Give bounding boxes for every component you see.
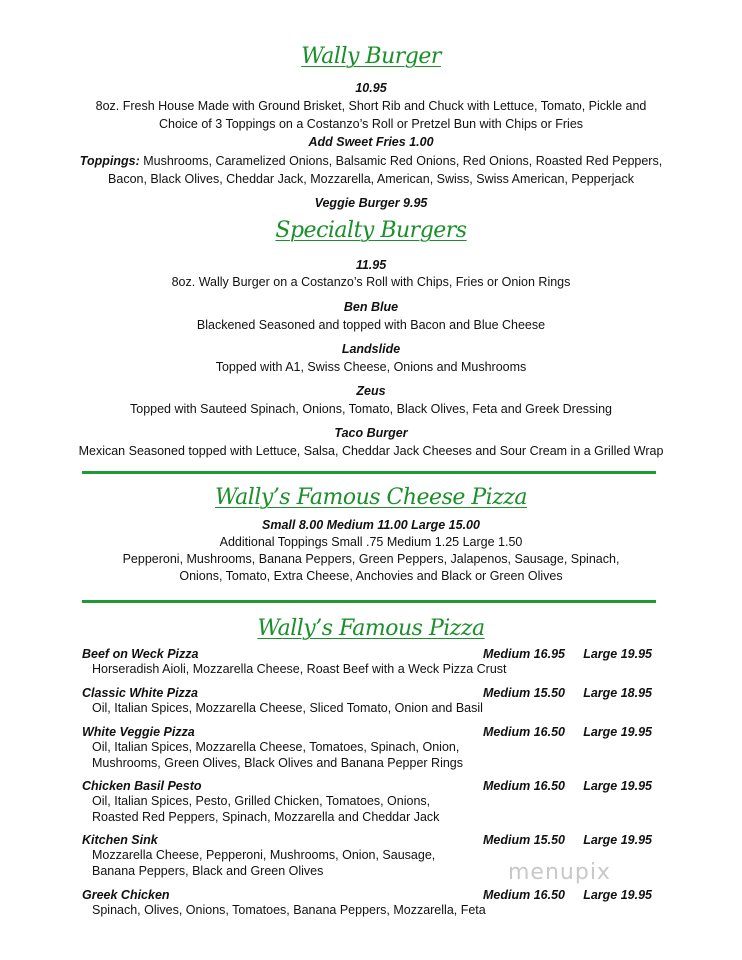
wally-burger-price: 10.95 <box>355 81 387 95</box>
pizza-name: Classic White Pizza <box>82 686 199 700</box>
pizza-large-price: Large 18.95 <box>583 686 652 700</box>
pizza-medium-price: Medium 15.50 <box>483 833 565 847</box>
specialty-desc: 8oz. Wally Burger on a Costanzo’s Roll with Chips, Fries or Onion Rings <box>171 275 571 289</box>
specialty-item-name: Taco Burger <box>334 426 408 440</box>
pizza-name: Chicken Basil Pesto <box>82 779 202 793</box>
sweet-fries-addon: Add Sweet Fries 1.00 <box>308 135 434 149</box>
pizza-item <box>82 725 662 771</box>
toppings-line-1 <box>0 152 742 170</box>
pizza-item <box>82 888 662 918</box>
pizza-large-price: Large 19.95 <box>583 833 652 847</box>
specialty-item-name: Landslide <box>341 342 401 356</box>
cheese-pizza-heading: Wally’s Famous Cheese Pizza <box>214 485 528 510</box>
cheese-pizza-toppings-1: Pepperoni, Mushrooms, Banana Peppers, Green Peppers, Jalapenos, Sausage, Spinach, <box>122 552 620 566</box>
toppings-text-1: Mushrooms, Caramelized Onions, Balsamic Red Onions, Red Onions, Roasted Red Peppers, <box>139 154 663 168</box>
pizza-name: Beef on Weck Pizza <box>82 647 199 661</box>
pizza-item <box>82 779 662 825</box>
specialty-item-name: Zeus <box>356 384 386 398</box>
pizza-desc: Banana Peppers, Black and Green Olives <box>92 864 324 878</box>
section-divider <box>82 600 656 603</box>
pizza-name: Greek Chicken <box>82 888 170 902</box>
specialty-item-desc: Mexican Seasoned topped with Lettuce, Salsa, Cheddar Jack Cheeses and Sour Cream in a Grilled Wrap <box>78 444 664 458</box>
wally-burger-heading: Wally Burger <box>301 44 441 69</box>
pizza-medium-price: Medium 16.50 <box>483 779 565 793</box>
specialty-price: 11.95 <box>355 258 387 272</box>
pizza-item <box>82 686 662 716</box>
pizza-desc: Mozzarella Cheese, Pepperoni, Mushrooms, Onion, Sausage, <box>92 848 436 862</box>
pizza-medium-price: Medium 15.50 <box>483 686 565 700</box>
pizza-medium-price: Medium 16.50 <box>483 725 565 739</box>
pizza-item <box>82 647 662 677</box>
veggie-burger: Veggie Burger 9.95 <box>314 196 428 210</box>
pizza-name: Kitchen Sink <box>82 833 158 847</box>
pizza-large-price: Large 19.95 <box>583 888 652 902</box>
toppings-label: Toppings: <box>79 154 140 168</box>
pizza-medium-price: Medium 16.95 <box>483 647 565 661</box>
pizza-desc: Oil, Italian Spices, Pesto, Grilled Chicken, Tomatoes, Onions, <box>92 794 431 808</box>
watermark: menupix <box>508 860 611 885</box>
pizza-medium-price: Medium 16.50 <box>483 888 565 902</box>
famous-pizza-heading: Wally’s Famous Pizza <box>257 616 485 641</box>
pizza-large-price: Large 19.95 <box>583 725 652 739</box>
wally-burger-desc-1: 8oz. Fresh House Made with Ground Brisket, Short Rib and Chuck with Lettuce, Tomato, Pickle and <box>95 99 647 113</box>
pizza-desc: Spinach, Olives, Onions, Tomatoes, Banana Peppers, Mozzarella, Feta <box>92 903 486 917</box>
wally-burger-desc-2: Choice of 3 Toppings on a Costanzo’s Roll or Pretzel Bun with Chips or Fries <box>158 117 584 131</box>
specialty-item-desc: Blackened Seasoned and topped with Bacon and Blue Cheese <box>196 318 546 332</box>
pizza-large-price: Large 19.95 <box>583 647 652 661</box>
pizza-desc: Oil, Italian Spices, Mozzarella Cheese, Sliced Tomato, Onion and Basil <box>92 701 483 715</box>
pizza-desc: Oil, Italian Spices, Mozzarella Cheese, Tomatoes, Spinach, Onion, <box>92 740 460 754</box>
cheese-pizza-toppings-2: Onions, Tomato, Extra Cheese, Anchovies and Black or Green Olives <box>179 569 563 583</box>
specialty-item-desc: Topped with Sauteed Spinach, Onions, Tomato, Black Olives, Feta and Greek Dressing <box>130 402 612 416</box>
toppings-line-2: Bacon, Black Olives, Cheddar Jack, Mozzarella, American, Swiss, Swiss American, Pepperjack <box>108 172 634 186</box>
pizza-desc: Horseradish Aioli, Mozzarella Cheese, Roast Beef with a Weck Pizza Crust <box>92 662 507 676</box>
specialty-item-desc: Topped with A1, Swiss Cheese, Onions and Mushrooms <box>215 360 527 374</box>
additional-toppings: Additional Toppings Small .75 Medium 1.25 Large 1.50 <box>219 535 523 549</box>
cheese-pizza-sizes: Small 8.00 Medium 11.00 Large 15.00 <box>262 518 480 532</box>
pizza-desc: Mushrooms, Green Olives, Black Olives and Banana Pepper Rings <box>92 756 464 770</box>
specialty-item-name: Ben Blue <box>343 300 399 314</box>
specialty-burgers-heading: Specialty Burgers <box>275 218 467 243</box>
pizza-large-price: Large 19.95 <box>583 779 652 793</box>
pizza-name: White Veggie Pizza <box>82 725 195 739</box>
section-divider <box>82 471 656 474</box>
pizza-desc: Roasted Red Peppers, Spinach, Mozzarella and Cheddar Jack <box>92 810 440 824</box>
